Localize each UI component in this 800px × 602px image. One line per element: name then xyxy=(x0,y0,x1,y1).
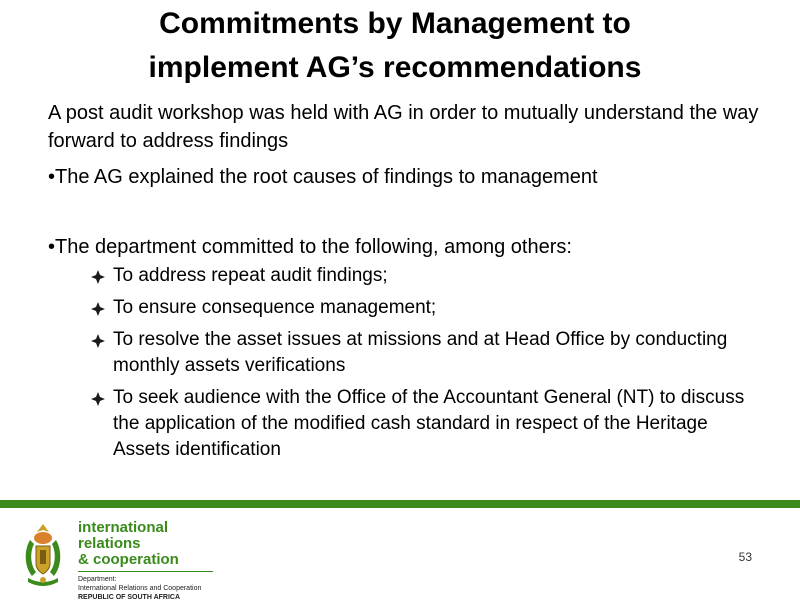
brand-divider xyxy=(78,571,213,572)
list-item xyxy=(48,295,768,321)
slide-content xyxy=(48,99,768,469)
bullet-department-committed: •The department committed to the following, among others: xyxy=(48,236,572,258)
diamond-bullet-icon xyxy=(91,302,105,316)
diamond-bullet-icon xyxy=(91,270,105,284)
department-label: Department: xyxy=(78,576,117,583)
list-item xyxy=(48,385,768,463)
list-item xyxy=(48,327,768,379)
page-number: 53 xyxy=(738,550,752,564)
list-item-text: To address repeat audit findings; xyxy=(113,265,388,286)
slide-title xyxy=(0,2,790,90)
country-name: REPUBLIC OF SOUTH AFRICA xyxy=(78,594,181,601)
title-line-1: Commitments by Management to xyxy=(159,7,631,40)
diamond-bullet-icon xyxy=(91,334,105,348)
brand-line-2: & cooperation xyxy=(78,551,179,568)
department-branding xyxy=(78,520,213,602)
list-item-text: To resolve the asset issues at missions and at Head Office by conducting monthly assets verifications xyxy=(113,329,728,376)
coat-of-arms-logo-icon xyxy=(18,520,68,590)
department-name: International Relations and Cooperation xyxy=(78,585,202,592)
intro-paragraph: A post audit workshop was held with AG in order to mutually understand the way forward to address findings xyxy=(48,102,759,152)
title-line-2: implement AG’s recommendations xyxy=(148,51,642,84)
brand-line-1: international relations xyxy=(78,519,169,552)
commitments-list xyxy=(48,263,768,463)
list-item-text: To ensure consequence management; xyxy=(113,297,437,318)
list-item xyxy=(48,263,768,289)
bullet-root-causes: •The AG explained the root causes of findings to management xyxy=(48,166,598,188)
footer-divider xyxy=(0,500,800,508)
diamond-bullet-icon xyxy=(91,392,105,406)
list-item-text: To seek audience with the Office of the Accountant General (NT) to discuss the application of the modified cash standard in respect of the Heritage Assets identification xyxy=(113,387,745,460)
